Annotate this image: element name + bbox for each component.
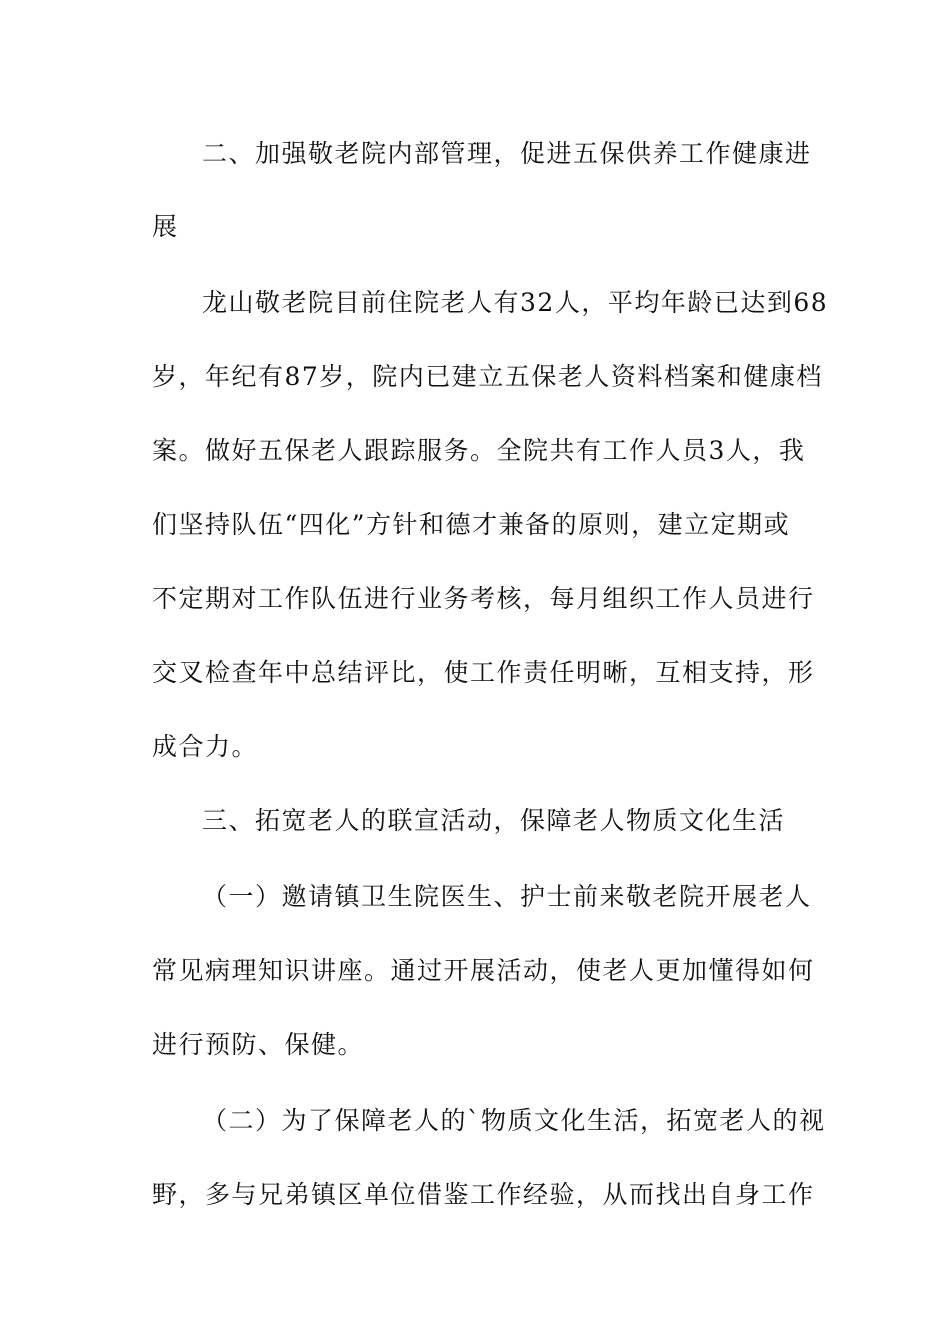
paragraph-line: 野，多与兄弟镇区单位借鉴工作经验，从而找出自身工作: [152, 1180, 815, 1209]
paragraph-line: 不定期对工作队伍进行业务考核，每月组织工作人员进行: [152, 584, 815, 613]
paragraph-line: 成合力。: [152, 732, 259, 761]
paragraph-line: 岁，年纪有87岁，院内已建立五保老人资料档案和健康档: [152, 362, 823, 391]
paragraph-line: 交叉检查年中总结评比，使工作责任明晰，互相支持，形: [152, 658, 815, 687]
paragraph-line: 们坚持队伍“四化”方针和德才兼备的原则，建立定期或: [152, 510, 791, 539]
heading-section-two: 二、加强敬老院内部管理，促进五保供养工作健康进: [202, 139, 812, 168]
heading-section-three: 三、拓宽老人的联宣活动，保障老人物质文化生活: [202, 806, 786, 835]
paragraph-line: 进行预防、保健。: [152, 1030, 365, 1059]
paragraph-line: （二）为了保障老人的`物质文化生活，拓宽老人的视: [202, 1106, 826, 1135]
paragraph-line: 常见病理知识讲座。通过开展活动，使老人更加懂得如何: [152, 956, 815, 985]
paragraph-line: 龙山敬老院目前住院老人有32人，平均年龄已达到68: [202, 288, 829, 317]
paragraph-line: 案。做好五保老人跟踪服务。全院共有工作人员3人，我: [152, 436, 806, 465]
heading-section-two-cont: 展: [152, 212, 179, 241]
paragraph-line: （一）邀请镇卫生院医生、护士前来敬老院开展老人: [202, 882, 812, 911]
